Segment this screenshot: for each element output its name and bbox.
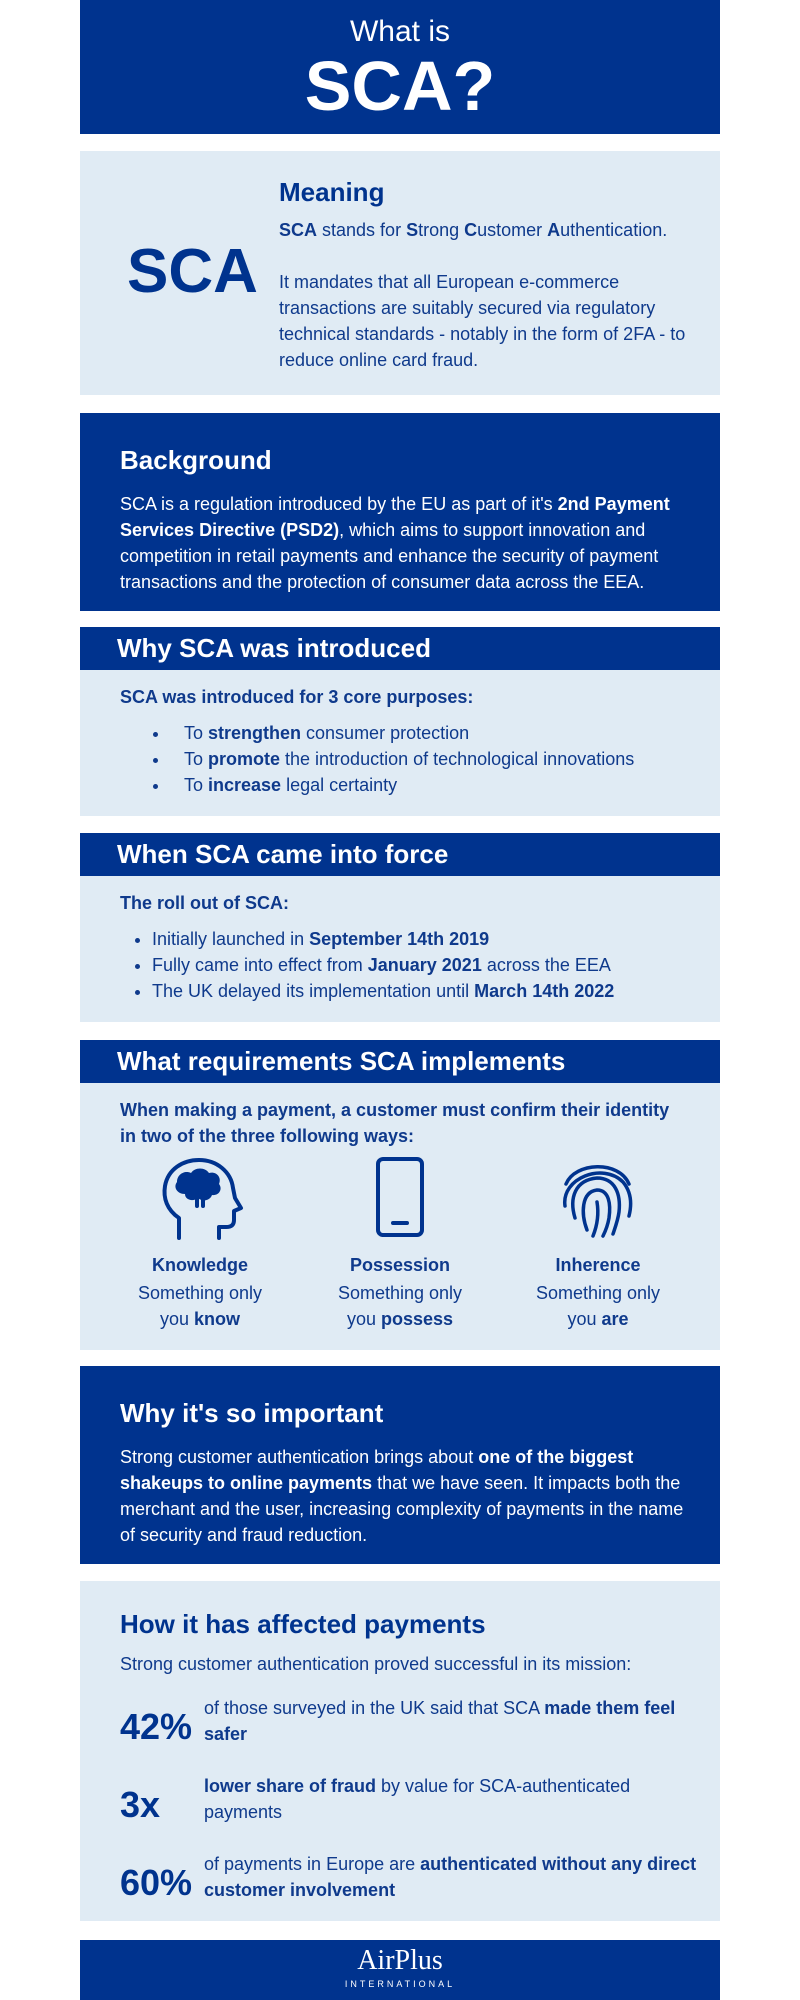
hero-banner bbox=[80, 0, 720, 134]
rollout-lead: The roll out of SCA: bbox=[120, 893, 289, 913]
importance-section bbox=[80, 1366, 720, 1564]
impact-intro: Strong customer authentication proved successful in its mission: bbox=[120, 1654, 632, 1674]
brand-subtitle: INTERNATIONAL bbox=[344, 1979, 456, 1989]
stat-text: of those surveyed in the UK said that SCA made them feel safer bbox=[204, 1698, 676, 1744]
purpose-list bbox=[120, 720, 680, 798]
method-name: Inherence bbox=[555, 1255, 641, 1275]
brand-name: AirPlus bbox=[357, 1945, 443, 1976]
meaning-body: It mandates that all European e-commerce transactions are suitably secured via regulatory technical standards - notably in the form of 2FA - to reduce online card fraud. bbox=[279, 272, 686, 370]
sca-big-label: SCA bbox=[127, 237, 258, 306]
stat-number: 3x bbox=[120, 1784, 161, 1825]
stat-text: lower share of fraud by value for SCA-authenticated payments bbox=[204, 1776, 631, 1822]
why-introduced-heading: Why SCA was introduced bbox=[80, 627, 720, 670]
list-item: • To strengthen consumer protection bbox=[170, 720, 680, 746]
importance-body: Strong customer authentication brings about one of the biggest shakeups to online payments that we have seen. It impacts both the merchant and the user, increasing complexity of payments in the name of security and fraud reduction. bbox=[120, 1447, 684, 1545]
background-body: SCA is a regulation introduced by the EU as part of it's 2nd Payment Services Directive (PSD2), which aims to support innovation and competition in retail payments and enhance the security of payment transactions and the protection of consumer data across the EEA. bbox=[120, 494, 670, 592]
hero-title: SCA? bbox=[304, 47, 496, 125]
method-knowledge bbox=[100, 1156, 300, 1332]
fingerprint-icon bbox=[553, 1156, 643, 1242]
stat-number: 60% bbox=[120, 1862, 193, 1903]
why-introduced-section bbox=[80, 627, 720, 816]
method-name: Possession bbox=[349, 1255, 451, 1275]
when-in-force-section bbox=[80, 833, 720, 1022]
list-item: • Fully came into effect from January 2021 across the EEA bbox=[152, 952, 680, 978]
stat-number: 42% bbox=[120, 1706, 193, 1747]
stat-text: of payments in Europe are authenticated without any direct customer involvement bbox=[204, 1854, 697, 1900]
list-item: • To increase legal certainty bbox=[170, 772, 680, 798]
impact-section bbox=[80, 1581, 720, 1921]
meaning-section bbox=[80, 151, 720, 395]
method-name: Knowledge bbox=[151, 1255, 248, 1275]
when-in-force-heading: When SCA came into force bbox=[80, 833, 720, 876]
acronym-definition: SCA stands for Strong Customer Authentication. bbox=[279, 220, 668, 240]
meaning-heading: Meaning bbox=[279, 177, 385, 207]
background-heading: Background bbox=[120, 445, 272, 475]
list-item: • The UK delayed its implementation until March 14th 2022 bbox=[152, 978, 680, 1004]
importance-heading: Why it's so important bbox=[120, 1398, 384, 1428]
rollout-list bbox=[120, 926, 680, 1004]
requirements-section bbox=[80, 1040, 720, 1350]
impact-heading: How it has affected payments bbox=[120, 1609, 486, 1639]
list-item: • Initially launched in September 14th 2019 bbox=[152, 926, 680, 952]
list-item: • To promote the introduction of technological innovations bbox=[170, 746, 680, 772]
stat-row bbox=[120, 1773, 700, 1833]
method-inherence bbox=[498, 1156, 698, 1332]
method-description: Something only you possess bbox=[337, 1283, 463, 1329]
requirements-lead: When making a payment, a customer must confirm their identity in two of the three following ways: bbox=[120, 1100, 670, 1146]
head-brain-icon bbox=[155, 1156, 245, 1242]
phone-icon bbox=[355, 1156, 445, 1242]
requirements-heading: What requirements SCA implements bbox=[80, 1040, 720, 1083]
method-possession bbox=[300, 1156, 500, 1332]
method-description: Something only you know bbox=[137, 1283, 263, 1329]
why-introduced-lead: SCA was introduced for 3 core purposes: bbox=[120, 687, 474, 707]
method-description: Something only you are bbox=[535, 1283, 661, 1329]
hero-subtitle: What is bbox=[349, 15, 451, 48]
footer-logo bbox=[80, 1940, 720, 2000]
stat-row bbox=[120, 1695, 700, 1755]
background-section bbox=[80, 413, 720, 611]
stat-row bbox=[120, 1851, 700, 1911]
